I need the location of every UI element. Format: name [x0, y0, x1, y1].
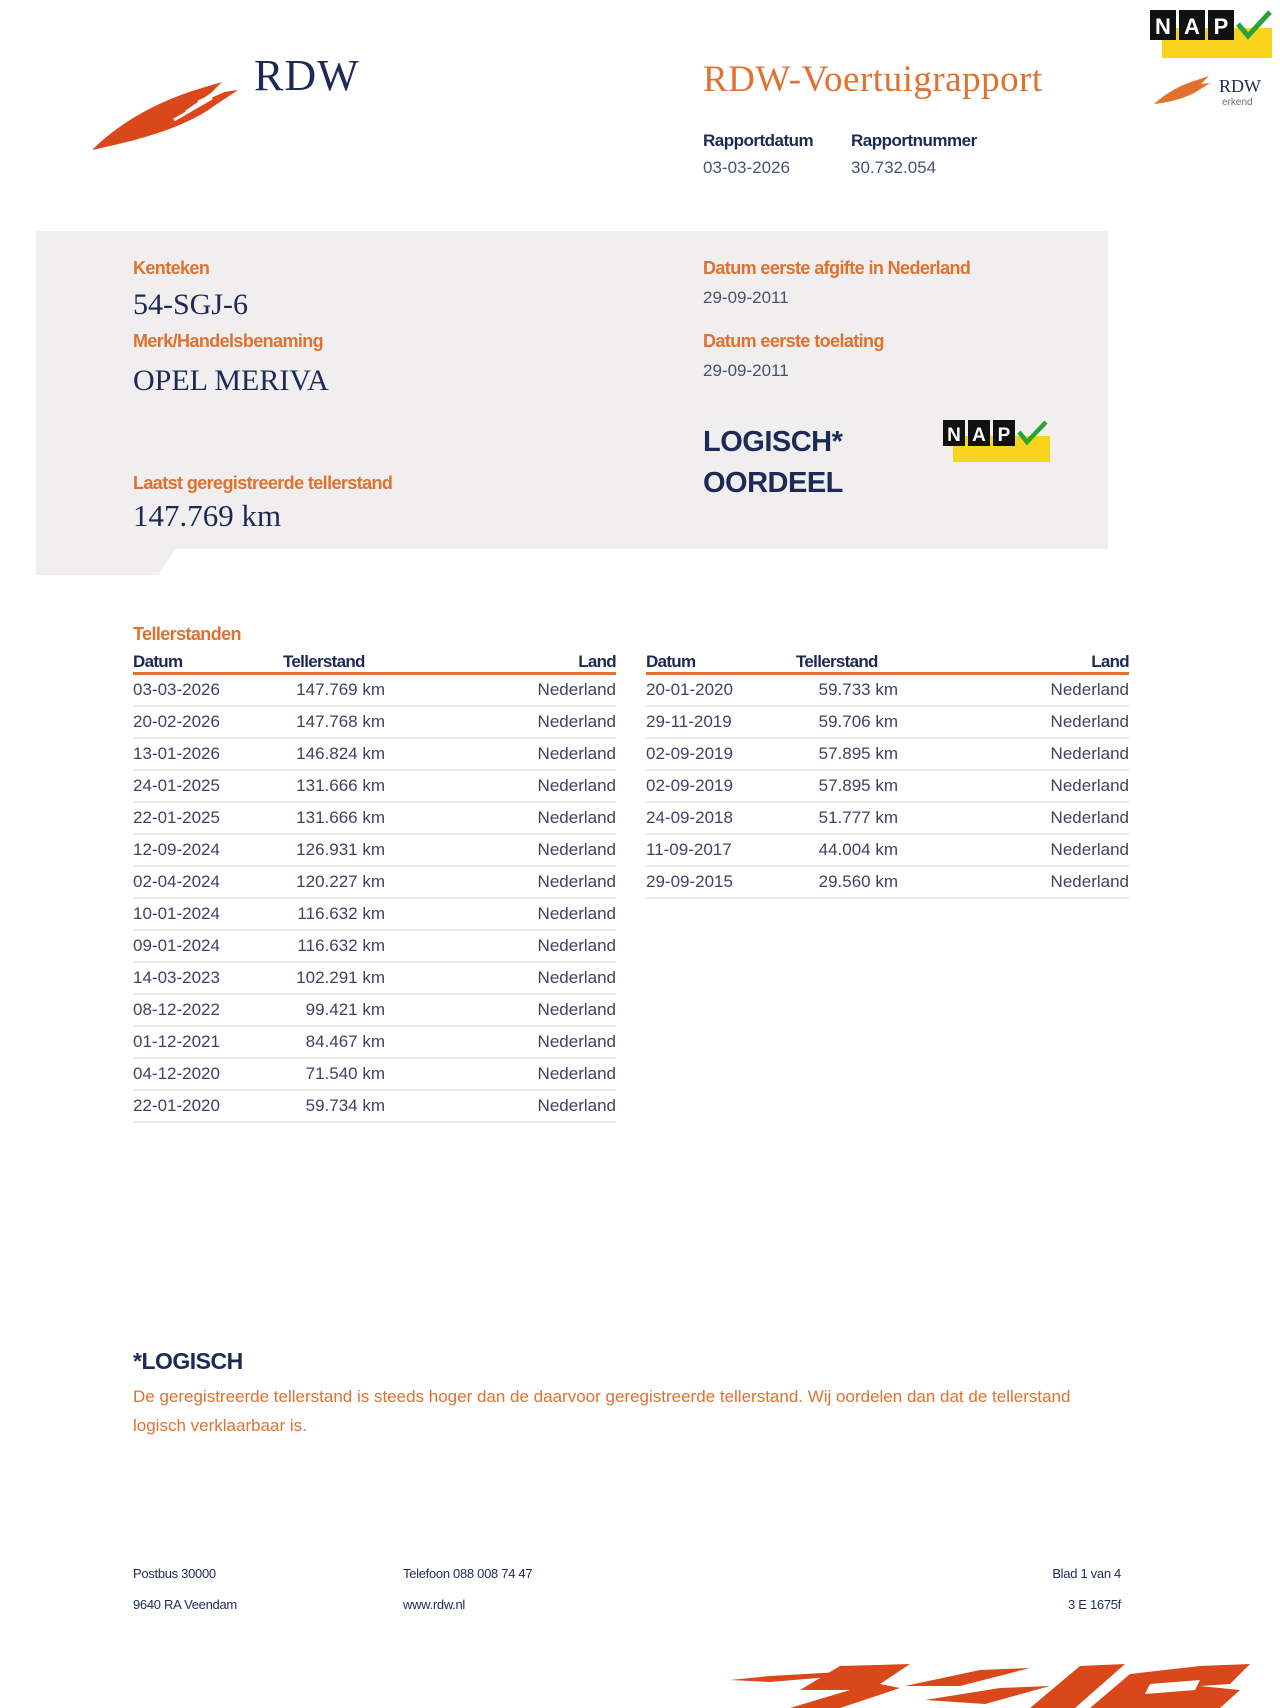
row-km-value: 59.733 km — [818, 680, 898, 699]
row-km-value: 116.632 km — [297, 904, 385, 923]
row-km-value: 102.291 km — [296, 968, 385, 987]
row-km-value: 147.769 km — [296, 680, 385, 699]
rapportnummer-label: Rapportnummer — [851, 131, 977, 150]
row-km — [283, 738, 433, 770]
tellerstanden-table-right — [646, 650, 1129, 899]
table-row — [133, 866, 616, 898]
rdw-erkend-text: RDW — [1219, 76, 1261, 96]
row-km-value: 116.632 km — [297, 936, 385, 955]
row-km — [283, 1058, 433, 1090]
row-land: Nederland — [433, 866, 616, 898]
table-row — [646, 706, 1129, 738]
row-km-value: 120.227 km — [296, 872, 385, 891]
table-row — [646, 866, 1129, 898]
row-km — [283, 770, 433, 802]
table-row — [646, 674, 1129, 707]
row-date: 11-09-2017 — [646, 834, 796, 866]
row-km — [796, 802, 946, 834]
rdw-erkend-logo-icon — [1153, 74, 1211, 106]
row-land: Nederland — [433, 834, 616, 866]
nap-letter-p: P — [997, 425, 1011, 446]
table-row — [133, 674, 616, 707]
row-date: 09-01-2024 — [133, 930, 283, 962]
row-date: 24-01-2025 — [133, 770, 283, 802]
row-date: 10-01-2024 — [133, 898, 283, 930]
table-header-row — [133, 650, 616, 674]
row-km — [283, 866, 433, 898]
nap-letter-p: P — [1213, 14, 1229, 39]
footer-page-number: Blad 1 van 4 — [1052, 1566, 1121, 1581]
footer-phone: Telefoon 088 008 74 47 — [403, 1566, 533, 1581]
merk-value: OPEL MERIVA — [133, 364, 329, 397]
row-km-value: 57.895 km — [818, 744, 898, 763]
merk-label: Merk/Handelsbenaming — [133, 331, 324, 351]
nap-letter-a: A — [972, 425, 986, 446]
row-km — [796, 866, 946, 898]
footer-address-line-2: 9640 RA Veendam — [133, 1597, 237, 1612]
column-header-km: Tellerstand — [283, 650, 433, 674]
row-land: Nederland — [946, 738, 1129, 770]
nap-badge-icon — [943, 420, 1050, 462]
row-km-value: 59.706 km — [818, 712, 898, 731]
row-land: Nederland — [433, 770, 616, 802]
row-land: Nederland — [946, 834, 1129, 866]
rapportnummer-value: 30.732.054 — [851, 158, 937, 177]
table-row — [133, 962, 616, 994]
table-row — [646, 770, 1129, 802]
row-km — [283, 834, 433, 866]
row-km — [283, 802, 433, 834]
row-km — [796, 834, 946, 866]
row-date: 13-01-2026 — [133, 738, 283, 770]
tellerstanden-table-left — [133, 650, 616, 1123]
column-header-land: Land — [946, 650, 1129, 674]
row-date: 01-12-2021 — [133, 1026, 283, 1058]
tellerstanden-title: Tellerstanden — [133, 624, 241, 644]
row-date: 29-09-2015 — [646, 866, 796, 898]
row-km-value: 99.421 km — [305, 1000, 385, 1019]
row-km — [283, 898, 433, 930]
rdw-logo-text: RDW — [254, 51, 360, 100]
table-row — [133, 770, 616, 802]
table-row — [646, 834, 1129, 866]
footer-website: www.rdw.nl — [403, 1597, 466, 1612]
row-date: 22-01-2020 — [133, 1090, 283, 1122]
row-land: Nederland — [433, 706, 616, 738]
tellerstand-label: Laatst geregistreerde tellerstand — [133, 473, 393, 493]
table-row — [133, 1026, 616, 1058]
table-row — [133, 898, 616, 930]
kenteken-value: 54-SGJ-6 — [133, 288, 249, 321]
toelating-value: 29-09-2011 — [703, 361, 789, 380]
footnote-title: *LOGISCH — [133, 1348, 243, 1374]
row-km-value: 147.768 km — [296, 712, 385, 731]
rdw-erkend-subtext: erkend — [1222, 97, 1253, 108]
table-row — [646, 738, 1129, 770]
row-date: 12-09-2024 — [133, 834, 283, 866]
kenteken-label: Kenteken — [133, 258, 210, 278]
row-date: 22-01-2025 — [133, 802, 283, 834]
toelating-label: Datum eerste toelating — [703, 331, 884, 351]
row-land: Nederland — [433, 930, 616, 962]
row-land: Nederland — [946, 802, 1129, 834]
verdict-line-2: OORDEEL — [703, 467, 843, 499]
row-date: 03-03-2026 — [133, 674, 283, 707]
row-km-value: 44.004 km — [818, 840, 898, 859]
table-row — [646, 802, 1129, 834]
column-header-date: Datum — [646, 650, 796, 674]
row-date: 20-02-2026 — [133, 706, 283, 738]
row-km — [283, 1090, 433, 1122]
column-header-date: Datum — [133, 650, 283, 674]
row-date: 02-09-2019 — [646, 738, 796, 770]
row-land: Nederland — [433, 674, 616, 707]
row-km — [796, 770, 946, 802]
row-km-value: 146.824 km — [296, 744, 385, 763]
row-land: Nederland — [433, 1090, 616, 1122]
table-row — [133, 930, 616, 962]
footnote-text: De geregistreerde tellerstand is steeds hoger dan de daarvoor geregistreerde tellerstand. Wij oordelen dan dat de tellerstand logisch verklaarbaar is. — [133, 1387, 1071, 1435]
tellerstand-value: 147.769 km — [133, 498, 282, 533]
column-header-land: Land — [433, 650, 616, 674]
row-date: 04-12-2020 — [133, 1058, 283, 1090]
row-land: Nederland — [433, 994, 616, 1026]
row-land: Nederland — [433, 802, 616, 834]
row-km-value: 131.666 km — [296, 808, 385, 827]
nap-letter-a: A — [1184, 14, 1200, 39]
row-km-value: 51.777 km — [818, 808, 898, 827]
table-row — [133, 802, 616, 834]
row-km — [796, 706, 946, 738]
row-km-value: 71.540 km — [305, 1064, 385, 1083]
row-land: Nederland — [433, 1026, 616, 1058]
row-land: Nederland — [433, 738, 616, 770]
nap-letter-n: N — [1155, 14, 1171, 39]
column-header-km: Tellerstand — [796, 650, 946, 674]
afgifte-label: Datum eerste afgifte in Nederland — [703, 258, 971, 278]
row-km — [283, 930, 433, 962]
row-km-value: 57.895 km — [818, 776, 898, 795]
row-land: Nederland — [946, 706, 1129, 738]
row-date: 14-03-2023 — [133, 962, 283, 994]
row-date: 24-09-2018 — [646, 802, 796, 834]
row-land: Nederland — [433, 962, 616, 994]
row-km — [796, 738, 946, 770]
nap-letter-n: N — [947, 425, 961, 446]
row-date: 02-09-2019 — [646, 770, 796, 802]
rdw-stripes-decoration-icon — [730, 1660, 1250, 1708]
row-km-value: 126.931 km — [296, 840, 385, 859]
row-km — [283, 1026, 433, 1058]
row-land: Nederland — [946, 770, 1129, 802]
row-date: 08-12-2022 — [133, 994, 283, 1026]
row-land: Nederland — [433, 898, 616, 930]
table-row — [133, 738, 616, 770]
rapportdatum-label: Rapportdatum — [703, 131, 814, 150]
row-km-value: 29.560 km — [818, 872, 898, 891]
row-km-value: 59.734 km — [305, 1096, 385, 1115]
row-km — [283, 994, 433, 1026]
rapportdatum-value: 03-03-2026 — [703, 158, 790, 177]
row-land: Nederland — [433, 1058, 616, 1090]
row-date: 02-04-2024 — [133, 866, 283, 898]
row-date: 29-11-2019 — [646, 706, 796, 738]
row-km — [796, 674, 946, 707]
table-row — [133, 1058, 616, 1090]
rdw-logo-icon — [90, 72, 240, 154]
table-row — [133, 834, 616, 866]
row-date: 20-01-2020 — [646, 674, 796, 707]
footer-address-line-1: Postbus 30000 — [133, 1566, 216, 1581]
row-land: Nederland — [946, 866, 1129, 898]
row-km-value: 84.467 km — [305, 1032, 385, 1051]
footer-document-code: 3 E 1675f — [1068, 1597, 1121, 1612]
verdict-line-1: LOGISCH* — [703, 426, 843, 458]
row-km — [283, 674, 433, 707]
afgifte-value: 29-09-2011 — [703, 288, 789, 307]
nap-badge-icon — [1150, 10, 1272, 58]
table-header-row — [646, 650, 1129, 674]
report-title: RDW-Voertuigrapport — [703, 59, 1043, 100]
row-km-value: 131.666 km — [296, 776, 385, 795]
table-row — [133, 1090, 616, 1122]
table-row — [133, 706, 616, 738]
row-km — [283, 706, 433, 738]
table-row — [133, 994, 616, 1026]
row-km — [283, 962, 433, 994]
row-land: Nederland — [946, 674, 1129, 707]
